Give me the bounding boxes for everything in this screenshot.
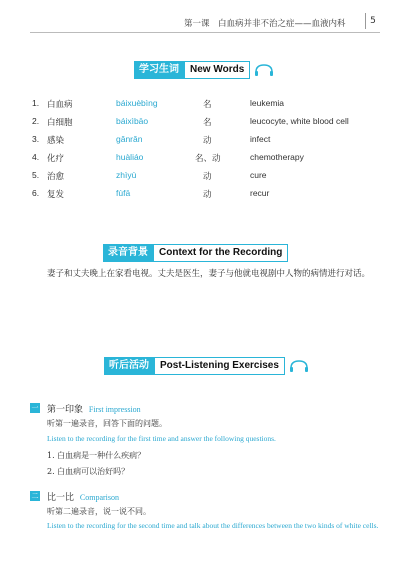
vocab-number: 6. [32, 188, 40, 198]
vocab-row [30, 150, 380, 168]
vocab-row [30, 168, 380, 186]
vocab-pos: 名 [203, 118, 212, 128]
vocab-pinyin: huàliáo [116, 152, 144, 162]
vocab-hanzi: 复发 [47, 190, 65, 200]
vocab-definition: leukemia [250, 98, 285, 108]
vocab-definition: recur [250, 188, 270, 198]
vocab-pinyin: gǎnrǎn [116, 134, 143, 144]
context-paragraph: 妻子和丈夫晚上在家看电视。丈夫是医生，妻子与他就电视剧中人物的病情进行对话。 [47, 269, 371, 279]
exercise-title-cn [47, 402, 141, 415]
post-listening-heading-cn: 听后活动 [104, 357, 154, 375]
exercise-question: 2. 白血病可以治好吗？ [47, 467, 130, 476]
vocab-pos: 动 [203, 136, 212, 146]
exercise-title-cn-text: 第一印象 [47, 405, 84, 415]
post-listening-heading-en: Post-Listening Exercises [154, 357, 285, 375]
vocab-pos: 名、动 [195, 154, 221, 164]
vocab-hanzi: 白血病 [47, 100, 73, 110]
vocab-number: 2. [32, 116, 40, 126]
exercise-title-en: Comparison [79, 493, 119, 502]
exercise-title-cn [47, 490, 119, 503]
vocab-pos: 动 [203, 190, 212, 200]
vocab-pinyin: báixuèbìng [116, 98, 158, 108]
vocab-hanzi: 感染 [47, 136, 65, 146]
exercise-instruction-cn: 听第一遍录音，回答下面的问题。 [47, 419, 167, 428]
exercise-question: 1. 白血病是一种什么疾病？ [47, 451, 146, 460]
vocab-row [30, 132, 380, 150]
vocab-pos: 名 [203, 100, 212, 110]
post-listening-heading [104, 357, 310, 375]
new-words-heading-cn: 学习生词 [134, 61, 184, 79]
exercise-marker: 一 [31, 404, 39, 412]
headphones-icon [288, 359, 310, 373]
vocab-number: 5. [32, 170, 40, 180]
context-heading [103, 244, 288, 262]
vocab-hanzi: 化疗 [47, 154, 65, 164]
exercise-title-cn-text: 比一比 [47, 493, 75, 503]
vocab-table [30, 96, 380, 204]
vocab-row [30, 186, 380, 204]
exercise-title-en: First impression [88, 405, 141, 414]
header-divider [30, 32, 380, 33]
vocab-definition: infect [250, 134, 271, 144]
page-number: 5 [365, 13, 380, 29]
vocab-row [30, 96, 380, 114]
new-words-heading [134, 61, 275, 79]
exercise-instruction-en: Listen to the recording for the second time and talk about the differences between the two kinds of white cells. [47, 521, 379, 530]
vocab-definition: leucocyte, white blood cell [250, 116, 349, 126]
vocab-definition: chemotherapy [250, 152, 304, 162]
vocab-number: 4. [32, 152, 40, 162]
vocab-definition: cure [250, 170, 267, 180]
vocab-number: 1. [32, 98, 40, 108]
vocab-pinyin: báixìbāo [116, 116, 149, 126]
exercise-instruction-cn: 听第二遍录音，说一说不同。 [47, 507, 151, 516]
headphones-icon [253, 63, 275, 77]
vocab-pinyin: fùfā [116, 188, 131, 198]
vocab-pos: 动 [203, 172, 212, 182]
exercise-marker: 二 [31, 492, 39, 500]
context-heading-cn: 录音背景 [103, 244, 153, 262]
exercise-instruction-en: Listen to the recording for the first time and answer the following questions. [47, 434, 276, 443]
vocab-hanzi: 白细胞 [47, 118, 73, 128]
vocab-number: 3. [32, 134, 40, 144]
vocab-hanzi: 治愈 [47, 172, 65, 182]
vocab-pinyin: zhìyù [116, 170, 137, 180]
context-heading-en: Context for the Recording [153, 244, 288, 262]
page-header [0, 0, 402, 42]
new-words-heading-en: New Words [184, 61, 250, 79]
vocab-row [30, 114, 380, 132]
lesson-title: 第一课 白血病并非不治之症——血液内科 [184, 19, 346, 29]
